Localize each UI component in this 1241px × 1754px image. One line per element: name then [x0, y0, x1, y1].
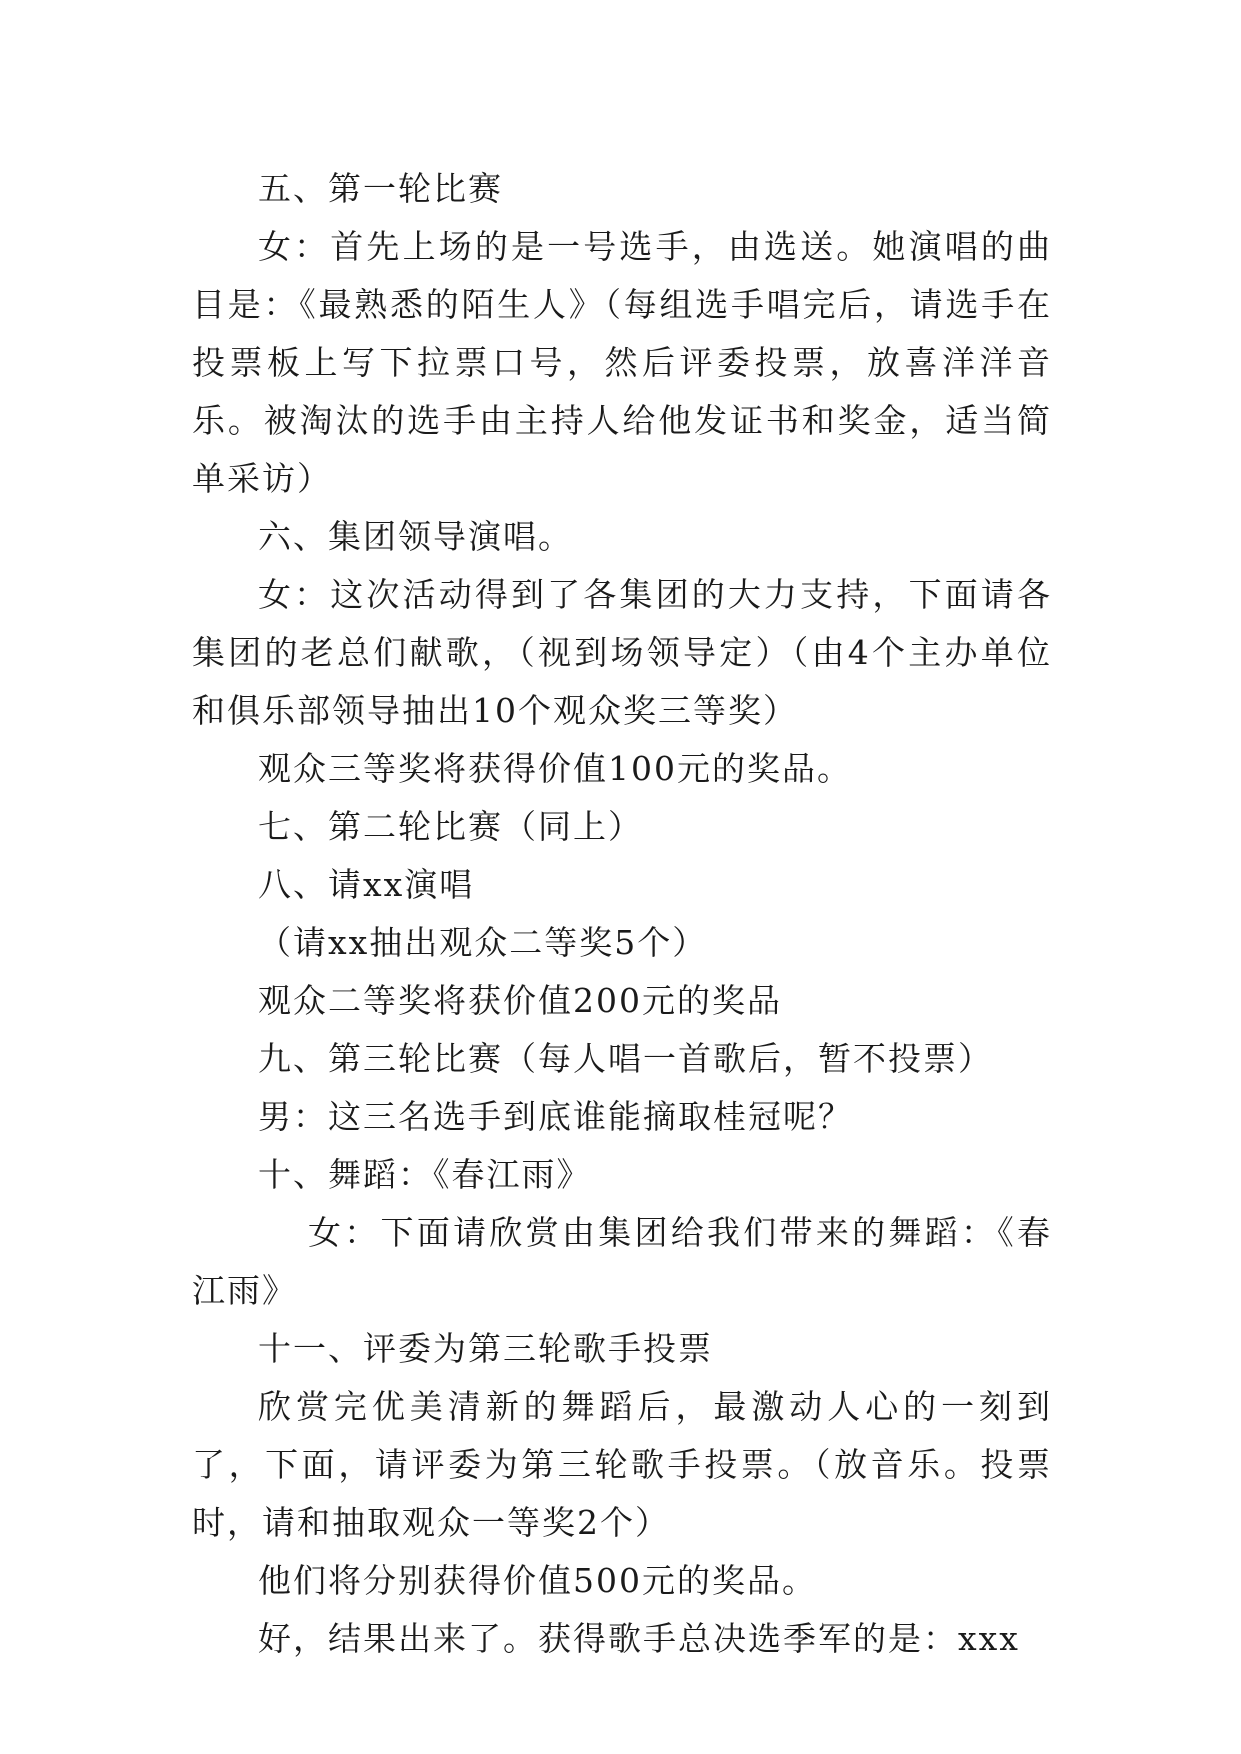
paragraph-leaders-sing-intro: 女：这次活动得到了各集团的大力支持，下面请各集团的老总们献歌，（视到场领导定）（由4个主办单位和俱乐部领导抽出10个观众奖三等奖） [192, 575, 1052, 730]
paragraph-round-one-intro: 女：首先上场的是一号选手，由选送。她演唱的曲目是：《最熟悉的陌生人》（每组选手唱完后，请选手在投票板上写下拉票口号，然后评委投票，放喜洋洋音乐。被淘汰的选手由主持人给他发证书和奖金，适当简单采访） [192, 227, 1052, 498]
document-body [192, 160, 1052, 1668]
paragraph-first-prize: 他们将分别获得价值500元的奖品。 [258, 1561, 817, 1600]
paragraph-round-three-heading: 九、第三轮比赛（每人唱一首歌后，暂不投票） [258, 1039, 993, 1078]
paragraph-dance-heading: 十、舞蹈：《春江雨》 [258, 1155, 592, 1194]
paragraph-dance-intro: 女：下面请欣赏由集团给我们带来的舞蹈：《春江雨》 [192, 1213, 1052, 1310]
paragraph-round-three-question: 男：这三名选手到底谁能摘取桂冠呢？ [258, 1097, 853, 1136]
paragraph-round-two-heading: 七、第二轮比赛（同上） [258, 807, 643, 846]
paragraph-leaders-sing-heading: 六、集团领导演唱。 [258, 517, 573, 556]
paragraph-vote-heading: 十一、评委为第三轮歌手投票 [258, 1329, 713, 1368]
paragraph-round-one-heading: 五、第一轮比赛 [258, 169, 503, 208]
paragraph-result: 好，结果出来了。获得歌手总决选季军的是：xxx [258, 1619, 1020, 1658]
paragraph-third-prize: 观众三等奖将获得价值100元的奖品。 [258, 749, 852, 788]
paragraph-guest-sing-heading: 八、请xx演唱 [258, 865, 475, 904]
paragraph-vote-intro: 欣赏完优美清新的舞蹈后，最激动人心的一刻到了，下面，请评委为第三轮歌手投票。（放音乐。投票时，请和抽取观众一等奖2个） [192, 1387, 1052, 1542]
paragraph-second-prize-draw: （请xx抽出观众二等奖5个） [258, 923, 708, 962]
paragraph-second-prize: 观众二等奖将获价值200元的奖品 [258, 981, 782, 1020]
